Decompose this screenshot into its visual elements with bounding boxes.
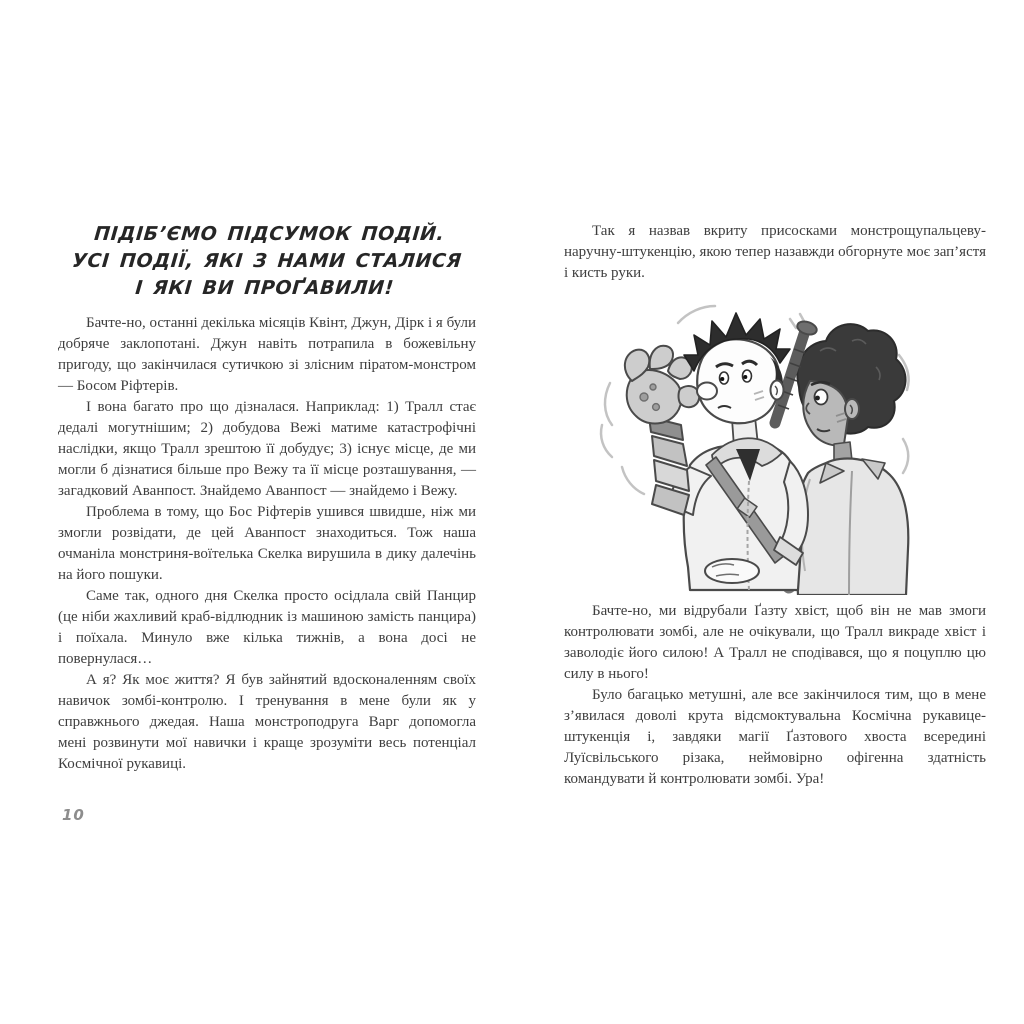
paragraph: Бачте-но, останні декілька місяців Квінт, Джун, Дірк і я були добряче заклопотані. Джун навіть потрапила в божевільну пригоду, що закінчилася сутичкою зі злісним піратом-монстром — Босом Ріфтерів. xyxy=(58,315,476,394)
right-page-top-text xyxy=(564,221,986,284)
boy-spiky-hair xyxy=(625,313,808,590)
finger xyxy=(679,386,700,407)
right-page-bottom-text xyxy=(564,601,986,790)
nose xyxy=(697,383,717,400)
boy-curly-hair xyxy=(795,324,908,595)
sucker xyxy=(650,384,656,390)
chapter-heading xyxy=(54,221,479,302)
two-boys-startled-by-monster-gauntlet-illustration xyxy=(594,297,912,595)
heading-line-1: ПІДІБ’ЄМО ПІДСУМОК ПОДІЙ. xyxy=(93,223,446,245)
sucker xyxy=(640,393,648,401)
face-front-boy xyxy=(697,339,779,423)
paragraph: Бачте-но, ми відрубали Ґазту хвіст, щоб він не мав змоги контролювати зомбі, але не очікували, що Тралл викраде хвіст і заволодіє його силою! А Тралл не сподівався, що я поцуплю цю силу в нього! xyxy=(564,603,986,682)
gauntlet-forearm xyxy=(649,417,689,515)
paragraph: І вона багато про що дізналася. Наприклад: 1) Тралл стає дедалі могутнішим; 2) добудова Вежі матиме катастрофічні наслідки, якщо Тралл зрештою її добудує; 3) існує місце, де ми могли б дізнатися більше про Вежу та її місце розташування, — загадковий Аванпост. Знайдемо Аванпост — знайдемо і Вежу. xyxy=(58,399,476,499)
sucker xyxy=(653,404,660,411)
paragraph: А я? Як моє життя? Я був зайнятий вдосконаленням своїх навичок зомбі-контролю. І тренування в мене були як у справжнього джедая. Наша монстроподруга Варг допомогла мені розвинути мої навички і краще зрозуміти весь потенціал Космічної рукавиці. xyxy=(58,672,476,772)
paragraph: Саме так, одного дня Скелка просто осідлала свій Панцир (це ніби жахливий краб-відлюдник із машиною замість панцира) і поїхала. Минуло вже кілька тижнів, а вона досі не повернулася… xyxy=(58,588,476,667)
left-page-body-text xyxy=(58,313,476,775)
heading-line-2: УСІ ПОДІЇ, ЯКІ З НАМИ СТАЛИСЯ xyxy=(71,250,463,272)
paragraph: Було багацько метушні, але все закінчилося тим, що в мене з’явилася доволі крута відсмоктувальна Космічна рукавице-штукенція і, завдяки магії Ґазтового хвоста всередині Луїсвільського різака, неймовірно офігенна здатність командувати й контролювати зомбі. Ура! xyxy=(564,687,986,787)
paragraph: Проблема в тому, що Бос Ріфтерів ушився швидше, ніж ми змогли розвідати, де цей Аванпост знаходиться. Тож наша очманіла монстриня-воїтелька Скелка вирушила в дику далечінь на його пошуки. xyxy=(58,504,476,583)
heading-line-3: І ЯКІ ВИ ПРОҐАВИЛИ! xyxy=(134,277,395,299)
paragraph: Так я назвав вкриту присосками монстрощупальцеву-наручну-штукенцію, якою тепер назавжди обгорнуте моє зап’ястя і кисть руки. xyxy=(564,223,986,281)
hand-normal xyxy=(705,559,759,583)
page-number-left: 10 xyxy=(62,806,85,824)
